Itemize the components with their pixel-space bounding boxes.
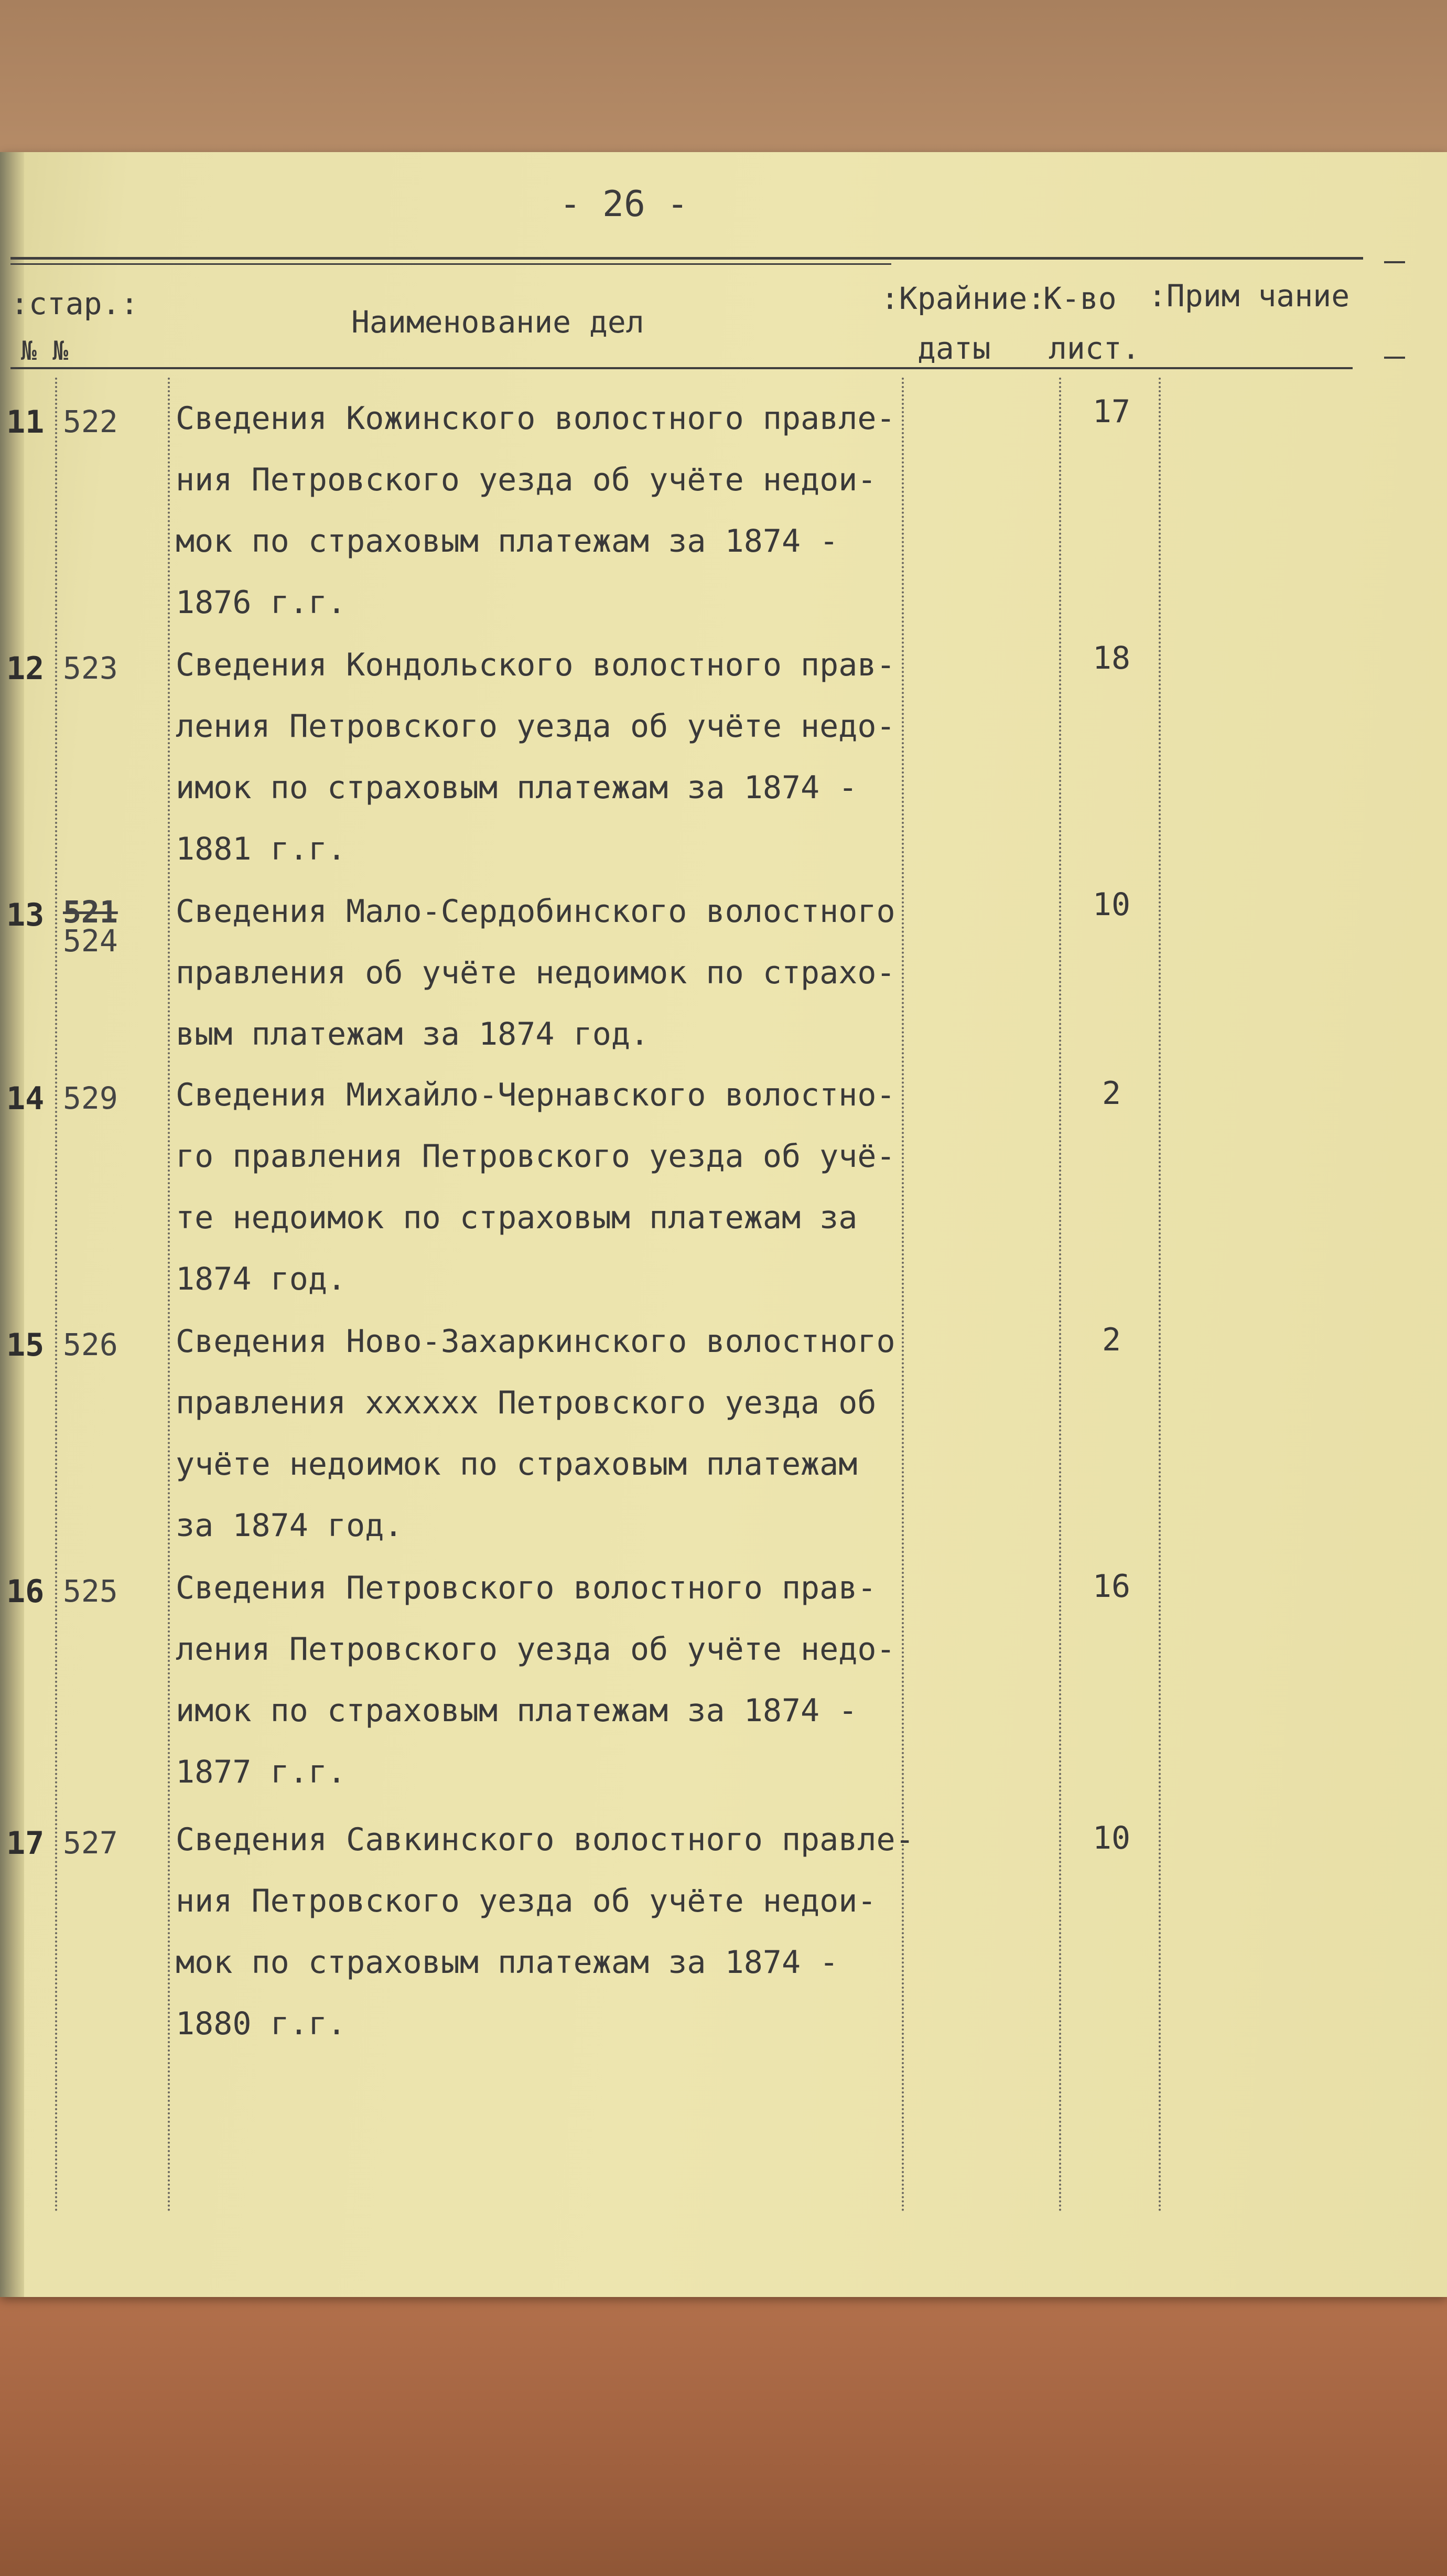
column-divider-old <box>55 378 57 2213</box>
desk-surface <box>0 2287 1447 2576</box>
row-title-line: ления Петровского уезда об учёте недо- <box>176 1631 895 1668</box>
row-title <box>176 1558 925 1803</box>
row-title-line: Сведения Савкинского волостного правле- <box>176 1821 914 1858</box>
row-sheets-count: 17 <box>1092 393 1131 430</box>
row-old-number: 523 <box>63 650 118 686</box>
margin-dash-bottom <box>1384 357 1405 359</box>
header-sheets: К-во <box>1043 281 1117 316</box>
margin-dash-top <box>1384 261 1405 263</box>
row-title-line: Сведения Петровского волостного прав- <box>176 1570 877 1606</box>
row-title-line: Сведения Мало-Сердобинского волостного <box>176 893 895 930</box>
row-title-line: за 1874 год. <box>176 1507 403 1544</box>
row-seq-number: 17 <box>6 1825 45 1862</box>
header-dates: :Крайние: <box>881 281 1046 316</box>
page-binding <box>0 152 24 2297</box>
column-divider-sheets <box>1059 378 1061 2213</box>
row-title-line: мок по страховым платежам за 1874 - <box>176 1944 839 1981</box>
column-divider-notes <box>1159 378 1161 2213</box>
row-title <box>176 1809 925 2055</box>
row-sheets-count: 2 <box>1102 1075 1121 1112</box>
row-title-line: го правления Петровского уезда об учё- <box>176 1138 895 1175</box>
row-title-line: 1874 год. <box>176 1261 347 1297</box>
row-title-line: Сведения Ново-Захаркинского волостного <box>176 1323 895 1360</box>
row-sheets-count: 10 <box>1092 1820 1131 1856</box>
row-sheets-count: 2 <box>1102 1322 1121 1358</box>
header-sheets-sub: лист. <box>1049 330 1140 366</box>
header-notes: :Прим чание <box>1148 278 1350 314</box>
row-title-line: ления Петровского уезда об учёте недо- <box>176 708 895 745</box>
row-title <box>176 1065 925 1310</box>
row-old-number: 522 <box>63 404 118 439</box>
row-seq-number: 16 <box>6 1573 45 1610</box>
row-title <box>176 388 925 634</box>
row-title-line: вым платежам за 1874 год. <box>176 1016 650 1053</box>
row-title-line: 1877 г.г. <box>176 1754 347 1790</box>
row-old-number: 529 <box>63 1080 118 1116</box>
row-title <box>176 881 925 1065</box>
row-title-line: правления об учёте недоимок по страхо- <box>176 954 895 991</box>
row-seq-number: 11 <box>6 404 45 441</box>
row-title-line: ния Петровского уезда об учёте недои- <box>176 1883 877 1919</box>
row-title-line: те недоимок по страховым платежам за <box>176 1199 858 1236</box>
row-title-line: имок по страховым платежам за 1874 - <box>176 1692 858 1729</box>
header-bottom-rule <box>10 367 1353 369</box>
header-dates-sub: даты <box>917 330 991 366</box>
header-old-number: :стар.: <box>10 286 139 321</box>
row-title-line: Сведения Михайло-Чернавского волостно- <box>176 1077 895 1113</box>
row-old-number: 526 <box>63 1327 118 1362</box>
row-title-line: 1876 г.г. <box>176 584 347 621</box>
row-title-line: ния Петровского уезда об учёте недои- <box>176 461 877 498</box>
header-top-rule <box>10 257 1363 260</box>
row-title-line: мок по страховым платежам за 1874 - <box>176 523 839 560</box>
page-number: - 26 - <box>559 184 688 225</box>
row-sheets-count: 16 <box>1092 1568 1131 1605</box>
row-seq-number: 12 <box>6 650 45 687</box>
row-title-line: 1880 г.г. <box>176 2005 347 2042</box>
row-sheets-count: 18 <box>1092 640 1131 677</box>
row-old-number-corrected: 524 <box>63 923 118 959</box>
column-divider-title <box>168 378 170 2213</box>
row-title-line: 1881 г.г. <box>176 831 347 867</box>
row-title <box>176 1311 925 1557</box>
header-old-number-sub: № № <box>21 336 69 366</box>
row-title-line: Сведения Кондольского волостного прав- <box>176 647 895 683</box>
row-title-line: имок по страховым платежам за 1874 - <box>176 769 858 806</box>
row-old-number-struck: 521 <box>63 894 118 930</box>
header-top-rule-2 <box>10 263 891 265</box>
row-seq-number: 13 <box>6 897 45 933</box>
row-seq-number: 14 <box>6 1080 45 1117</box>
row-old-number: 527 <box>63 1825 118 1861</box>
row-title-line: Сведения Кожинского волостного правле- <box>176 400 895 437</box>
row-title <box>176 635 925 880</box>
row-title-line: учёте недоимок по страховым платежам <box>176 1446 858 1483</box>
row-seq-number: 15 <box>6 1327 45 1364</box>
row-sheets-count: 10 <box>1092 886 1131 923</box>
row-old-number: 525 <box>63 1573 118 1609</box>
header-title: Наименование дел <box>351 304 644 340</box>
row-title-line: правления xxxxxx Петровского уезда об <box>176 1384 877 1421</box>
